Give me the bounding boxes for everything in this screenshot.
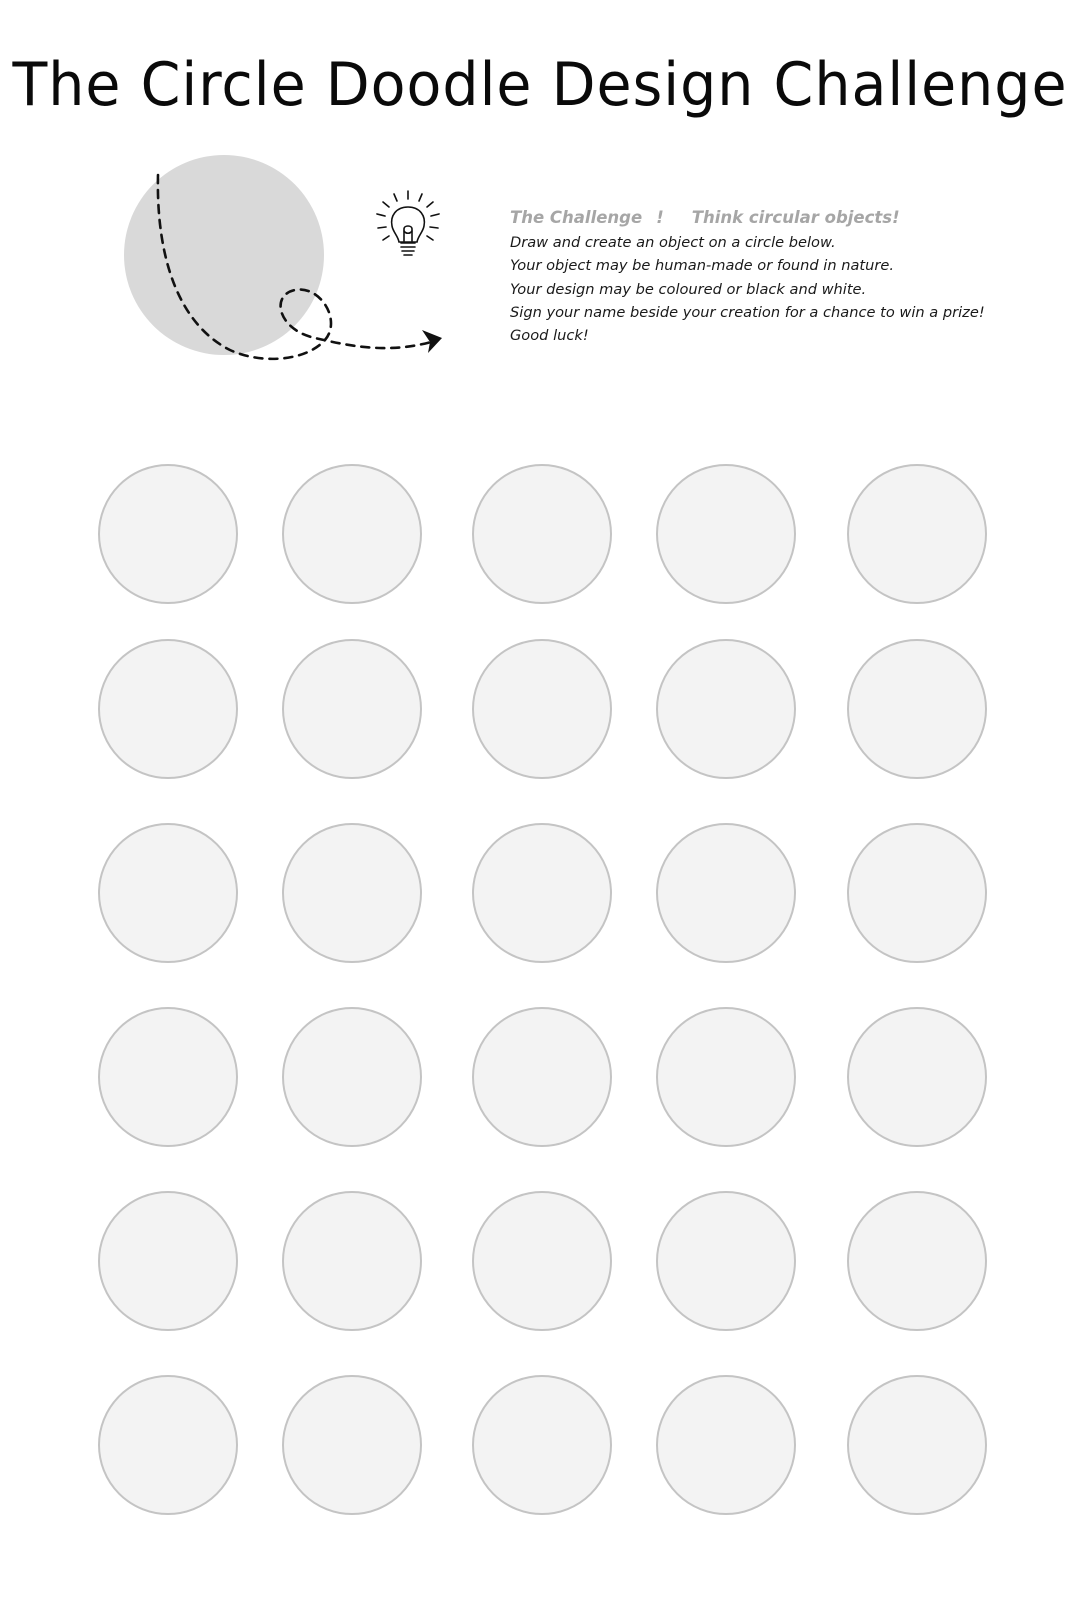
instruction-line: Your design may be coloured or black and white. <box>510 280 867 298</box>
doodle-circle[interactable] <box>98 1007 238 1147</box>
doodle-circle[interactable] <box>472 1375 612 1515</box>
doodle-circle[interactable] <box>847 1007 987 1147</box>
doodle-circle[interactable] <box>282 823 422 963</box>
doodle-circle[interactable] <box>472 639 612 779</box>
doodle-circle[interactable] <box>656 823 796 963</box>
doodle-circle[interactable] <box>656 1007 796 1147</box>
doodle-circle[interactable] <box>656 1191 796 1331</box>
doodle-circle[interactable] <box>282 1375 422 1515</box>
page-title: The Circle Doodle Design Challenge <box>12 50 1068 120</box>
doodle-circle[interactable] <box>472 464 612 604</box>
doodle-circle[interactable] <box>472 823 612 963</box>
doodle-circle[interactable] <box>282 639 422 779</box>
challenge-exclaim: ! <box>656 208 664 227</box>
doodle-circle[interactable] <box>656 1375 796 1515</box>
doodle-circle[interactable] <box>656 464 796 604</box>
doodle-circle[interactable] <box>98 464 238 604</box>
lightbulb-icon <box>368 187 448 267</box>
doodle-circle[interactable] <box>656 639 796 779</box>
doodle-circle[interactable] <box>98 639 238 779</box>
instruction-line: Sign your name beside your creation for a chance to win a prize! <box>510 303 985 321</box>
challenge-label: The Challenge <box>510 208 643 227</box>
doodle-circle[interactable] <box>847 1191 987 1331</box>
doodle-circle[interactable] <box>98 823 238 963</box>
doodle-circle[interactable] <box>98 1191 238 1331</box>
doodle-circle[interactable] <box>847 823 987 963</box>
challenge-instructions <box>510 205 1030 347</box>
doodle-circle[interactable] <box>847 639 987 779</box>
instruction-line: Good luck! <box>510 327 589 345</box>
challenge-tagline: Think circular objects! <box>691 208 900 227</box>
doodle-circle[interactable] <box>847 1375 987 1515</box>
instruction-line: Draw and create an object on a circle below. <box>510 234 836 251</box>
doodle-circle[interactable] <box>282 1007 422 1147</box>
doodle-circle[interactable] <box>282 1191 422 1331</box>
doodle-circle[interactable] <box>98 1375 238 1515</box>
instruction-line: Your object may be human-made or found in nature. <box>510 257 895 275</box>
doodle-circle[interactable] <box>282 464 422 604</box>
doodle-circle[interactable] <box>472 1191 612 1331</box>
doodle-circle[interactable] <box>472 1007 612 1147</box>
doodle-circle[interactable] <box>847 464 987 604</box>
challenge-heading <box>510 205 1030 231</box>
